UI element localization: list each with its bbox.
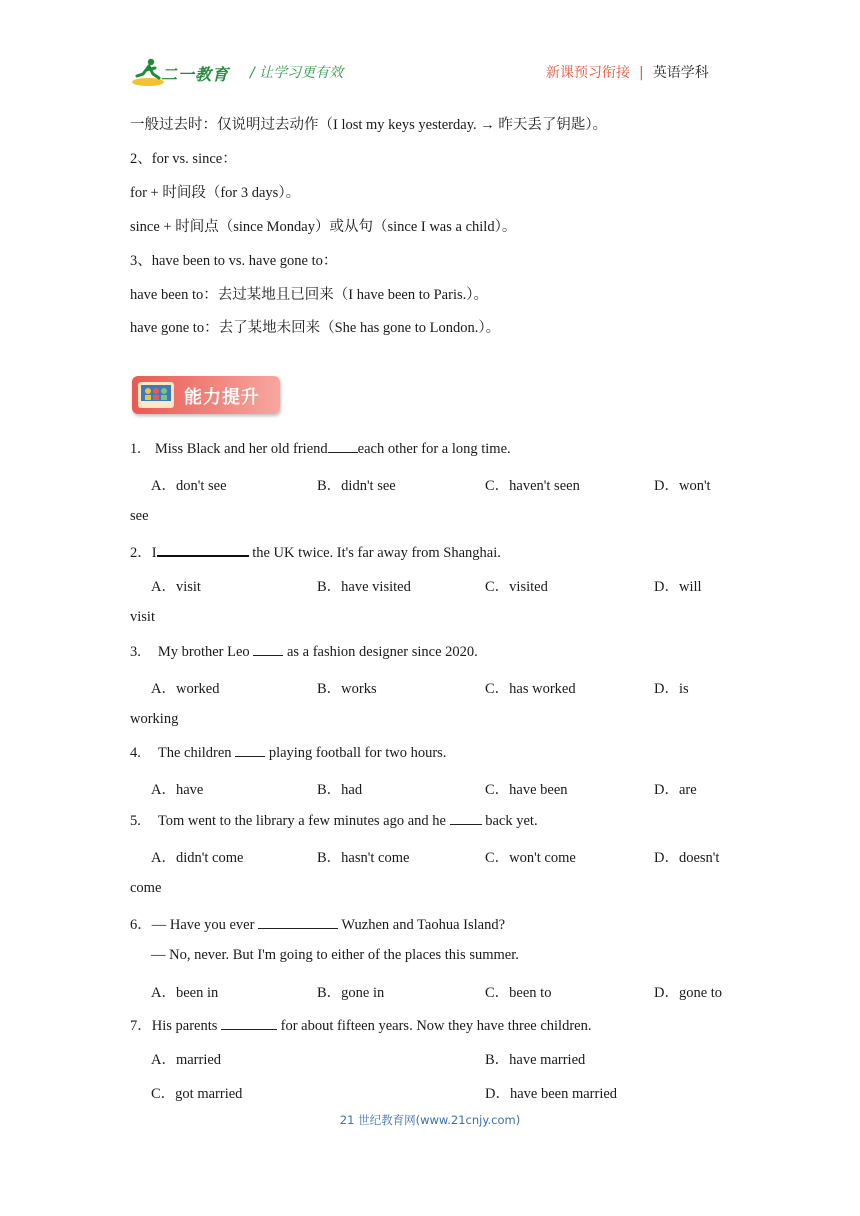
answer-blank (221, 1017, 277, 1030)
answer-blank (328, 440, 358, 453)
option-c: C．has worked (485, 681, 576, 697)
question-number: 7． (130, 1018, 152, 1034)
option-d: D．gone to (654, 985, 723, 1001)
option-b: B．had (317, 782, 363, 798)
question-text: My brother Leo (157, 644, 254, 660)
note-line: 3、have been to vs. have gone to： (130, 253, 338, 269)
section-badge (132, 376, 280, 414)
question-number: 2． (130, 545, 152, 561)
option-c: C．won't come (485, 850, 576, 866)
question-1 (130, 440, 511, 458)
question-text: His parents (151, 1018, 222, 1034)
note-line: for + 时间段（for 3 days）。 (130, 185, 301, 201)
option-b: B．works (317, 681, 377, 697)
question-2 (130, 541, 501, 562)
question-number: 5. (130, 813, 141, 829)
answer-blank (450, 812, 482, 825)
header-course-label: 新课预习衔接 (546, 65, 630, 81)
question-text: for about fifteen years. Now they have three children. (277, 1018, 592, 1034)
header-subject: 英语学科 (652, 65, 709, 81)
question-text: I (151, 545, 157, 561)
logo-text: 二一教育 (161, 65, 230, 84)
option-a: A．married (151, 1052, 222, 1068)
note-line: 2、for vs. since： (130, 151, 237, 167)
question-number: 4. (130, 745, 141, 761)
question-number: 3. (130, 644, 141, 660)
option-d: D．will (654, 579, 702, 595)
question-text: Tom went to the library a few minutes ago and he (157, 813, 450, 829)
option-wrap: working (130, 711, 179, 727)
note-line: since + 时间点（since Monday）或从句（since I was a child）。 (130, 219, 517, 235)
question-number: 6． (130, 917, 152, 933)
note-line: have gone to：去了某地未回来（She has gone to London.）。 (130, 320, 501, 336)
option-d: D．have been married (485, 1086, 618, 1102)
question-text: back yet. (481, 813, 538, 829)
question-6-reply: — No, never. But I'm going to either of the places this summer. (151, 947, 519, 963)
question-text: The children (157, 745, 236, 761)
option-wrap: visit (130, 609, 155, 625)
question-7 (130, 1014, 591, 1035)
option-a: A．have (151, 782, 204, 798)
question-4 (130, 744, 446, 762)
logo (131, 56, 243, 90)
option-d: D．won't (654, 478, 711, 494)
question-text: playing football for two hours. (265, 745, 447, 761)
option-wrap: see (130, 508, 149, 524)
answer-blank (235, 744, 265, 757)
option-b: B．hasn't come (317, 850, 410, 866)
runner-logo-icon (131, 56, 165, 90)
question-number: 1. (130, 441, 141, 457)
option-c: C．visited (485, 579, 548, 595)
people-board-icon (138, 382, 174, 408)
header-right (546, 62, 709, 82)
option-c: C．got married (151, 1086, 243, 1102)
option-c: C．haven't seen (485, 478, 580, 494)
answer-blank (157, 543, 249, 557)
section-title: 能力提升 (184, 387, 260, 408)
header-slogan: / 让学习更有效 (250, 65, 344, 81)
option-a: A．don't see (151, 478, 227, 494)
answer-blank (253, 643, 283, 656)
answer-blank (258, 916, 338, 929)
question-text: — Have you ever (151, 917, 259, 933)
option-wrap: come (130, 880, 162, 896)
option-a: A．didn't come (151, 850, 244, 866)
page-footer: 21 世纪教育网(www.21cnjy.com) (339, 1113, 521, 1127)
header-separator: | (639, 65, 644, 81)
option-c: C．have been (485, 782, 568, 798)
note-line: 一般过去时：仅说明过去动作（I lost my keys yesterday. → 昨天丢了钥匙）。 (130, 117, 608, 133)
option-d: D．is (654, 681, 689, 697)
question-text: each other for a long time. (357, 441, 511, 457)
question-text: Miss Black and her old friend (154, 441, 328, 457)
option-b: B．didn't see (317, 478, 396, 494)
option-b: B．have married (485, 1052, 586, 1068)
option-d: D．doesn't (654, 850, 720, 866)
question-5 (130, 812, 538, 830)
question-3 (130, 643, 478, 661)
option-b: B．gone in (317, 985, 385, 1001)
option-d: D．are (654, 782, 697, 798)
option-a: A．worked (151, 681, 220, 697)
option-a: A．been in (151, 985, 219, 1001)
option-c: C．been to (485, 985, 552, 1001)
option-a: A．visit (151, 579, 201, 595)
option-b: B．have visited (317, 579, 411, 595)
question-6 (130, 913, 505, 934)
question-text: as a fashion designer since 2020. (283, 644, 478, 660)
question-text: Wuzhen and Taohua Island? (338, 917, 506, 933)
note-line: have been to：去过某地且已回来（I have been to Paris.）。 (130, 287, 488, 303)
question-text: the UK twice. It's far away from Shanghai. (248, 545, 501, 561)
